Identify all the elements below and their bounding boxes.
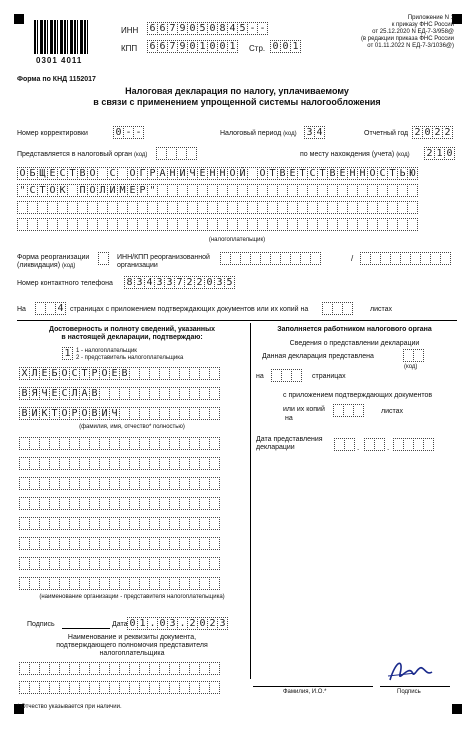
char-cell[interactable]: 1	[227, 40, 238, 53]
phone-label: Номер контактного телефона	[17, 280, 113, 287]
char-cell[interactable]: 7	[174, 276, 185, 289]
reorg-cells[interactable]	[98, 252, 108, 265]
char-cell[interactable]: 5	[237, 22, 248, 35]
char-cell[interactable]: В	[89, 407, 100, 420]
location-cells[interactable]	[424, 147, 454, 160]
patronymic-row[interactable]	[19, 407, 219, 420]
submitted-cells[interactable]	[403, 349, 423, 362]
char-cell[interactable]: 8	[124, 276, 135, 289]
inn-cells[interactable]	[147, 22, 267, 35]
char-cell[interactable]: 8	[217, 22, 228, 35]
char-cell[interactable]	[353, 404, 364, 417]
taxpayer-row-4[interactable]	[17, 218, 417, 231]
char-cell[interactable]: И	[29, 407, 40, 420]
submitted-hint: (код)	[404, 364, 418, 370]
char-cell[interactable]: О	[367, 167, 378, 180]
org-row-1[interactable]	[19, 437, 219, 450]
char-cell[interactable]: .	[147, 617, 158, 630]
column-divider	[250, 323, 251, 679]
char-cell[interactable]: 0	[207, 22, 218, 35]
reorg-inn-label	[117, 254, 210, 270]
char-cell[interactable]	[209, 437, 220, 450]
char-cell[interactable]: Т	[79, 367, 90, 380]
char-cell[interactable]: -	[133, 126, 144, 139]
char-cell[interactable]: 4	[314, 126, 325, 139]
char-cell[interactable]: 0	[270, 40, 281, 53]
reorg-slash: /	[351, 254, 354, 263]
year-cells[interactable]	[412, 126, 452, 139]
char-cell[interactable]: 0	[187, 40, 198, 53]
char-cell[interactable]: Т	[37, 184, 48, 197]
doc-heading-line-3: налогоплательщика	[99, 650, 165, 657]
reorg-label	[17, 254, 89, 270]
char-cell[interactable]: 1	[137, 617, 148, 630]
char-cell[interactable]: 1	[62, 347, 73, 360]
char-cell[interactable]: Б	[27, 167, 38, 180]
right-date-dot-2: .	[387, 443, 390, 452]
org-row-3[interactable]	[19, 477, 219, 490]
char-cell[interactable]: 3	[154, 276, 165, 289]
char-cell[interactable]: И	[177, 167, 188, 180]
char-cell[interactable]	[209, 457, 220, 470]
char-cell[interactable]	[407, 218, 418, 231]
right-date-day[interactable]	[334, 438, 354, 451]
char-cell[interactable]: Ь	[397, 167, 408, 180]
char-cell[interactable]: "	[147, 184, 158, 197]
char-cell[interactable]: Т	[387, 167, 398, 180]
sheets-text: листах	[370, 306, 393, 313]
form-code: Форма по КНД 1152017	[17, 76, 96, 83]
char-cell[interactable]: О	[127, 167, 138, 180]
appendix-line: от 25.12.2020 N ЕД-7-3/958@	[372, 29, 454, 35]
char-cell[interactable]: 4	[227, 22, 238, 35]
char-cell[interactable]: 1	[197, 40, 208, 53]
submitted-label	[262, 353, 374, 361]
char-cell[interactable]: -	[123, 126, 134, 139]
char-cell[interactable]: Т	[297, 167, 308, 180]
char-cell[interactable]: 3	[167, 617, 178, 630]
char-cell[interactable]: К	[39, 407, 50, 420]
right-sign-label: Подпись	[397, 689, 421, 695]
signature-label: Подпись	[27, 621, 55, 628]
right-date-label-2: декларации	[256, 444, 295, 451]
char-cell[interactable]: 2	[432, 126, 443, 139]
char-cell[interactable]: 0	[280, 40, 291, 53]
char-cell[interactable]: Е	[39, 367, 50, 380]
fio-line	[253, 686, 373, 687]
left-heading-line-1: Достоверность и полноту сведений, указанных	[49, 326, 215, 333]
char-cell[interactable]: 2	[442, 126, 453, 139]
char-cell[interactable]: 3	[164, 276, 175, 289]
location-text: по месту нахождения (учета)	[300, 151, 395, 158]
char-cell[interactable]	[423, 438, 434, 451]
char-cell[interactable]: С	[59, 387, 70, 400]
doc-heading-line-1: Наименование и реквизиты документа,	[67, 634, 197, 641]
char-cell[interactable]: 3	[134, 276, 145, 289]
char-cell[interactable]: Р	[147, 167, 158, 180]
reorg-kpp-cells[interactable]	[360, 252, 450, 265]
right-copies-on: на	[285, 415, 293, 422]
char-cell[interactable]	[440, 252, 451, 265]
tax-authority-label	[17, 151, 147, 159]
char-cell[interactable]: 2	[187, 617, 198, 630]
char-cell[interactable]: Н	[347, 167, 358, 180]
char-cell[interactable]: Г	[137, 167, 148, 180]
barcode	[34, 20, 90, 54]
right-date-label	[256, 436, 323, 452]
char-cell[interactable]: 3	[304, 126, 315, 139]
char-cell[interactable]: 6	[147, 40, 158, 53]
char-cell[interactable]: 4	[144, 276, 155, 289]
right-docs-label: с приложением подтверждающих документов	[283, 392, 433, 399]
char-cell[interactable]: В	[77, 167, 88, 180]
reorg-inn-label-line-1: ИНН/КПП реорганизованной	[117, 254, 210, 261]
char-cell[interactable]: Т	[49, 407, 60, 420]
doc-row-2[interactable]	[19, 681, 219, 694]
char-cell[interactable]: 0	[187, 22, 198, 35]
char-cell[interactable]: 0	[113, 126, 124, 139]
location-hint: (код)	[396, 152, 410, 158]
char-cell[interactable]: О	[17, 167, 28, 180]
char-cell[interactable]: -	[257, 22, 268, 35]
char-cell[interactable]: А	[79, 387, 90, 400]
reorg-label-line-1: Форма реорганизации	[17, 254, 90, 261]
fio-caption: (фамилия, имя, отчество* полностью)	[79, 424, 185, 430]
right-on-label: на	[256, 373, 264, 380]
char-cell[interactable]: О	[59, 367, 70, 380]
doc-heading-line-2: подтверждающего полномочия представителя	[56, 642, 208, 649]
char-cell[interactable]: Н	[217, 167, 228, 180]
char-cell[interactable]: Ч	[187, 167, 198, 180]
char-cell[interactable]	[209, 477, 220, 490]
char-cell[interactable]	[209, 557, 220, 570]
char-cell[interactable]: М	[117, 184, 128, 197]
phone-cells[interactable]	[124, 276, 234, 289]
char-cell[interactable]	[310, 252, 321, 265]
char-cell[interactable]: 5	[197, 22, 208, 35]
period-cells[interactable]	[304, 126, 324, 139]
inn-label: ИНН	[121, 26, 139, 35]
right-sheets-label: листах	[381, 408, 404, 415]
char-cell[interactable]: Е	[49, 387, 60, 400]
char-cell[interactable]: 0	[204, 276, 215, 289]
char-cell[interactable]	[209, 367, 220, 380]
char-cell[interactable]: О	[87, 184, 98, 197]
pages-text: страницах с приложением подтверждающих документов или их копий на	[70, 306, 309, 313]
char-cell[interactable]	[209, 537, 220, 550]
right-date-dot-1: .	[357, 443, 360, 452]
char-cell[interactable]	[209, 681, 220, 694]
title-line-2: в связи с применением упрощенной системы налогообложения	[93, 97, 381, 107]
char-cell[interactable]: 5	[224, 276, 235, 289]
char-cell[interactable]: 6	[157, 22, 168, 35]
char-cell[interactable]	[186, 147, 197, 160]
char-cell[interactable]: А	[157, 167, 168, 180]
sheets-cells[interactable]	[322, 302, 352, 315]
tax-authority-text: Представляется в налоговый орган	[17, 151, 133, 158]
char-cell[interactable]: 0	[217, 40, 228, 53]
correction-label: Номер корректировки	[17, 130, 88, 137]
char-cell[interactable]: Я	[29, 387, 40, 400]
char-cell[interactable]: Е	[337, 167, 348, 180]
char-cell[interactable]: 9	[177, 40, 188, 53]
footnote: * Отчество указывается при наличии.	[17, 704, 122, 710]
taxpayer-row-1[interactable]	[17, 167, 417, 180]
org-row-2[interactable]	[19, 457, 219, 470]
appendix-line: Приложение N 1	[407, 15, 454, 21]
reorg-inn-cells[interactable]	[220, 252, 320, 265]
signature-scribble	[386, 652, 434, 686]
correction-cells[interactable]	[113, 126, 143, 139]
char-cell[interactable]: Х	[19, 367, 30, 380]
tax-authority-cells[interactable]	[156, 147, 196, 160]
char-cell[interactable]: Р	[89, 367, 100, 380]
char-cell[interactable]	[342, 302, 353, 315]
char-cell[interactable]: С	[377, 167, 388, 180]
date-label: Дата	[112, 621, 128, 628]
char-cell[interactable]: В	[89, 387, 100, 400]
char-cell[interactable]: 0	[422, 126, 433, 139]
pages-cells[interactable]	[35, 302, 65, 315]
org-row-7[interactable]	[19, 557, 219, 570]
char-cell[interactable]: -	[247, 22, 258, 35]
right-copies-label: или их копий	[283, 406, 325, 413]
char-cell[interactable]: Е	[197, 167, 208, 180]
char-cell[interactable]	[209, 577, 220, 590]
title-line-1: Налоговая декларация по налогу, уплачиваемому	[125, 86, 349, 96]
char-cell[interactable]: Л	[69, 387, 80, 400]
char-cell[interactable]: И	[99, 407, 110, 420]
char-cell[interactable]: 2	[207, 617, 218, 630]
right-pages-cells[interactable]	[271, 369, 301, 382]
org-caption: (наименование организации - представителя налогоплательщика)	[39, 594, 225, 600]
right-sheets-cells[interactable]	[333, 404, 363, 417]
char-cell[interactable]: 6	[157, 40, 168, 53]
char-cell[interactable]: О	[87, 167, 98, 180]
char-cell[interactable]: 0	[127, 617, 138, 630]
char-cell[interactable]: 6	[147, 22, 158, 35]
right-heading: Заполняется работником налогового органа	[277, 326, 432, 333]
period-label	[220, 130, 297, 138]
char-cell[interactable]: 2	[184, 276, 195, 289]
char-cell[interactable]: С	[27, 184, 38, 197]
char-cell[interactable]: В	[327, 167, 338, 180]
right-pages-label: страницах	[312, 373, 346, 380]
char-cell[interactable]: 7	[167, 22, 178, 35]
location-label	[300, 151, 410, 159]
char-cell[interactable]: 0	[157, 617, 168, 630]
page-cells[interactable]	[270, 40, 300, 53]
kpp-label: КПП	[121, 44, 138, 53]
year-label: Отчетный год	[364, 130, 409, 137]
surname-row[interactable]	[19, 367, 219, 380]
doc-heading	[17, 634, 247, 658]
char-cell[interactable]: Е	[127, 184, 138, 197]
char-cell[interactable]: Й	[237, 167, 248, 180]
char-cell[interactable]: Р	[137, 184, 148, 197]
char-cell[interactable]: 9	[177, 22, 188, 35]
char-cell[interactable]: Т	[317, 167, 328, 180]
char-cell[interactable]: 0	[207, 40, 218, 53]
name-row[interactable]	[19, 387, 219, 400]
appendix-note	[334, 15, 454, 50]
char-cell[interactable]: 1	[434, 147, 445, 160]
char-cell[interactable]: Н	[357, 167, 368, 180]
char-cell[interactable]	[413, 349, 424, 362]
submitted-text: Данная декларация представлена	[262, 353, 374, 360]
char-cell[interactable]: Е	[109, 367, 120, 380]
char-cell[interactable]: П	[77, 184, 88, 197]
right-date-year[interactable]	[393, 438, 433, 451]
signer-options	[76, 348, 183, 362]
char-cell[interactable]: 3	[217, 617, 228, 630]
char-cell[interactable]: Н	[207, 167, 218, 180]
char-cell[interactable]: В	[19, 407, 30, 420]
char-cell[interactable]	[374, 438, 385, 451]
char-cell[interactable]: 0	[444, 147, 455, 160]
char-cell[interactable]: К	[57, 184, 68, 197]
char-cell[interactable]: С	[69, 367, 80, 380]
char-cell[interactable]: Р	[69, 407, 80, 420]
right-subheading: Сведения о представлении декларации	[289, 340, 420, 347]
reorg-inn-label-line-2: организации	[117, 262, 158, 269]
section-divider	[17, 320, 457, 321]
char-cell[interactable]	[407, 184, 418, 197]
char-cell[interactable]: Н	[167, 167, 178, 180]
page-label: Стр.	[249, 44, 266, 53]
reorg-hint: (код)	[62, 263, 76, 269]
char-cell[interactable]: Т	[267, 167, 278, 180]
barcode-number: 0301 4011	[36, 56, 83, 65]
char-cell[interactable]	[209, 497, 220, 510]
taxpayer-row-3[interactable]	[17, 201, 417, 214]
signature-line[interactable]	[62, 628, 110, 629]
char-cell[interactable]: С	[307, 167, 318, 180]
date-cells[interactable]	[127, 617, 227, 630]
left-heading-line-2: в настоящей декларации, подтверждаю:	[61, 334, 203, 341]
char-cell[interactable]: Л	[29, 367, 40, 380]
period-code-hint: (код)	[283, 131, 297, 137]
char-cell[interactable]: "	[17, 184, 28, 197]
char-cell[interactable]: Б	[49, 367, 60, 380]
char-cell[interactable]	[291, 369, 302, 382]
right-fio-label: Фамилия, И.О.*	[283, 689, 327, 695]
char-cell[interactable]	[98, 252, 109, 265]
appendix-line: от 01.11.2022 N ЕД-7-3/1036@)	[367, 43, 454, 49]
char-cell[interactable]: Ч	[39, 387, 50, 400]
char-cell[interactable]: В	[19, 387, 30, 400]
appendix-line: (в редакции приказа ФНС России	[360, 36, 454, 42]
char-cell[interactable]: 2	[194, 276, 205, 289]
reorg-label-line-2: (ликвидация)	[17, 262, 61, 269]
org-row-4[interactable]	[19, 497, 219, 510]
char-cell[interactable]: О	[79, 407, 90, 420]
kpp-cells[interactable]	[147, 40, 237, 53]
char-cell[interactable]	[209, 387, 220, 400]
doc-row-1[interactable]	[19, 662, 219, 675]
char-cell[interactable]: С	[107, 167, 118, 180]
char-cell[interactable]: Е	[287, 167, 298, 180]
taxpayer-caption: (налогоплательщик)	[208, 237, 266, 243]
right-date-month[interactable]	[364, 438, 384, 451]
right-date-label-1: Дата представления	[256, 436, 323, 443]
char-cell[interactable]: О	[99, 367, 110, 380]
char-cell[interactable]	[344, 438, 355, 451]
tax-authority-hint: (код)	[134, 152, 148, 158]
char-cell[interactable]: 2	[412, 126, 423, 139]
char-cell[interactable]: 0	[197, 617, 208, 630]
char-cell[interactable]: .	[177, 617, 188, 630]
char-cell[interactable]	[209, 407, 220, 420]
char-cell[interactable]: О	[227, 167, 238, 180]
char-cell[interactable]: И	[107, 184, 118, 197]
char-cell[interactable]: 3	[214, 276, 225, 289]
char-cell[interactable]: Т	[67, 167, 78, 180]
taxpayer-row-2[interactable]	[17, 184, 417, 197]
signer-option-2: 2 - представитель налогоплательщика	[76, 355, 184, 361]
char-cell[interactable]	[407, 201, 418, 214]
char-cell[interactable]: 4	[55, 302, 66, 315]
char-cell[interactable]: Е	[47, 167, 58, 180]
char-cell[interactable]: Ю	[407, 167, 418, 180]
left-heading	[17, 326, 247, 342]
appendix-line: к приказу ФНС России	[391, 22, 454, 28]
pages-prefix: На	[17, 306, 26, 313]
corner-marker-bottom-right	[452, 704, 462, 714]
char-cell[interactable]: О	[59, 407, 70, 420]
corner-marker-top-left	[14, 14, 24, 24]
char-cell[interactable]: 1	[290, 40, 301, 53]
char-cell[interactable]: В	[277, 167, 288, 180]
char-cell[interactable]: 2	[424, 147, 435, 160]
org-row-6[interactable]	[19, 537, 219, 550]
char-cell[interactable]	[209, 662, 220, 675]
char-cell[interactable]: Щ	[37, 167, 48, 180]
signer-cells[interactable]	[62, 347, 72, 360]
sign-line	[380, 686, 450, 687]
char-cell[interactable]: Ч	[109, 407, 120, 420]
org-row-5[interactable]	[19, 517, 219, 530]
char-cell[interactable]: Л	[97, 184, 108, 197]
char-cell[interactable]: В	[119, 367, 130, 380]
char-cell[interactable]: О	[47, 184, 58, 197]
char-cell[interactable]: С	[57, 167, 68, 180]
period-label-text: Налоговый период	[220, 130, 282, 137]
char-cell[interactable]	[209, 517, 220, 530]
form-title	[60, 86, 414, 108]
char-cell[interactable]: О	[257, 167, 268, 180]
signer-option-1: 1 - налогоплательщик	[76, 348, 137, 354]
char-cell[interactable]: 7	[167, 40, 178, 53]
org-row-8[interactable]	[19, 577, 219, 590]
